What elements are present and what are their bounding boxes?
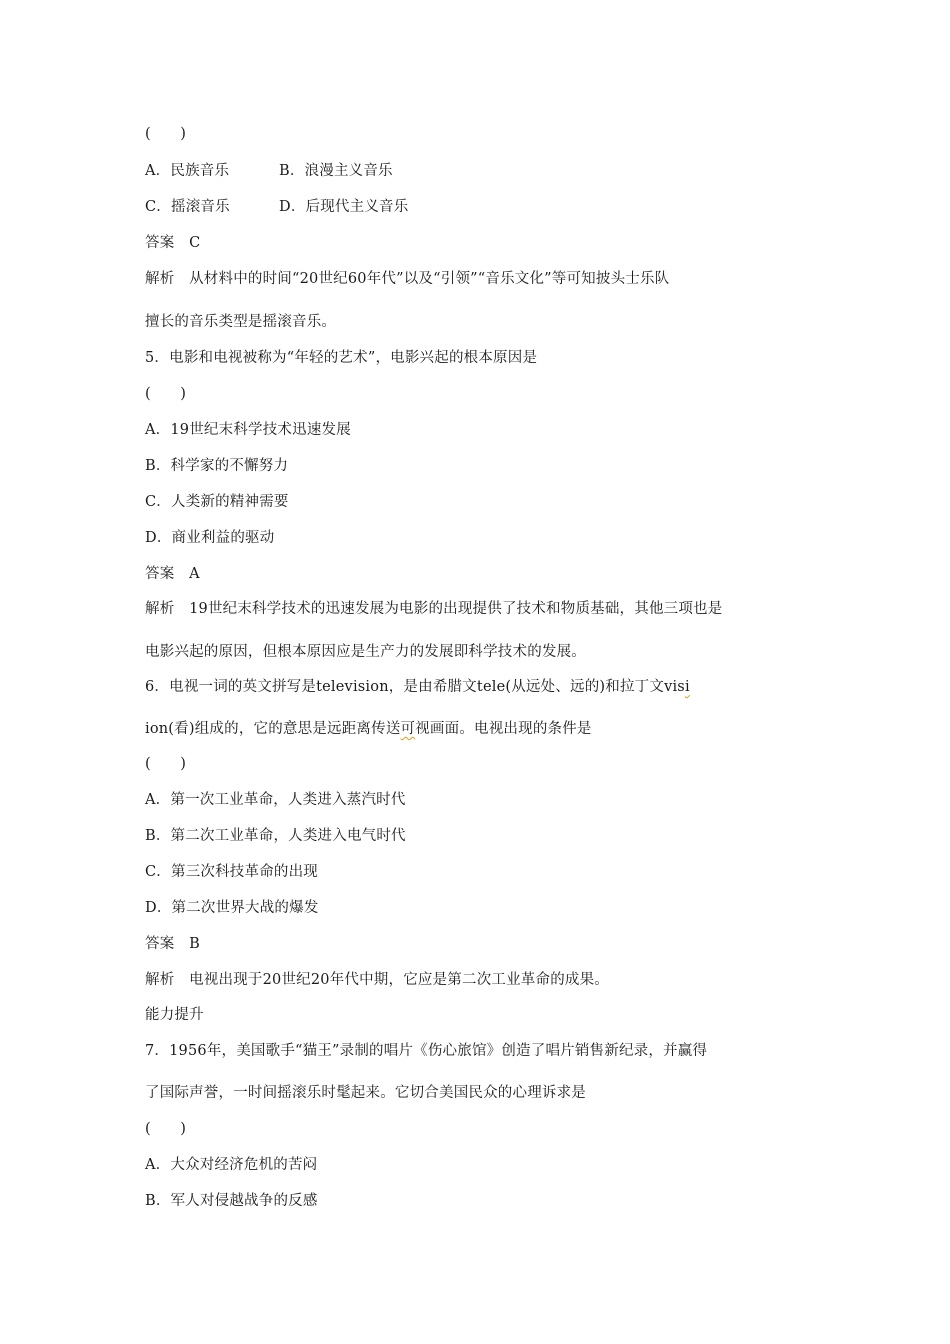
option-b: B．军人对侵越战争的反感 bbox=[145, 1193, 318, 1209]
question-stem bbox=[145, 719, 592, 739]
option-a: A．大众对经济危机的苦闷 bbox=[145, 1157, 318, 1173]
marked-char: i bbox=[684, 679, 690, 695]
option-b: B．科学家的不懈努力 bbox=[145, 458, 289, 474]
analysis-text: 解析 19世纪末科学技术的迅速发展为电影的出现提供了技术和物质基础，其他三项也是 bbox=[145, 601, 723, 617]
option-a: A．19世纪末科学技术迅速发展 bbox=[145, 422, 351, 438]
question-stem bbox=[145, 677, 690, 697]
answer-paren: ( ) bbox=[145, 1121, 187, 1137]
question-stem: 了国际声誉，一时间摇滚乐时髦起来。它切合美国民众的心理诉求是 bbox=[145, 1085, 586, 1101]
marked-char: 可 bbox=[400, 721, 416, 737]
question-stem: 7．1956年，美国歌手“猫王”录制的唱片《伤心旅馆》创造了唱片销售新纪录，并赢得 bbox=[145, 1043, 708, 1059]
option-c: C．摇滚音乐 bbox=[145, 199, 230, 215]
option-b: B．浪漫主义音乐 bbox=[279, 163, 393, 179]
question-stem: 5．电影和电视被称为“年轻的艺术”，电影兴起的根本原因是 bbox=[145, 350, 538, 366]
option-c: C．人类新的精神需要 bbox=[145, 494, 289, 510]
option-b: B．第二次工业革命，人类进入电气时代 bbox=[145, 828, 406, 844]
option-a: A．第一次工业革命，人类进入蒸汽时代 bbox=[145, 792, 406, 808]
option-row bbox=[145, 197, 409, 217]
answer-paren: ( ) bbox=[145, 126, 187, 142]
stem-text: 视画面。电视出现的条件是 bbox=[415, 721, 592, 737]
answer-line: 答案 A bbox=[145, 566, 200, 582]
analysis-text: 解析 从材料中的时间“20世纪60年代”以及“引领”“音乐文化”等可知披头士乐队 bbox=[145, 271, 670, 287]
answer-line: 答案 B bbox=[145, 936, 200, 952]
option-d: D．后现代主义音乐 bbox=[279, 199, 409, 215]
option-d: D．商业利益的驱动 bbox=[145, 530, 275, 546]
answer-line: 答案 C bbox=[145, 235, 201, 251]
section-heading: 能力提升 bbox=[145, 1007, 204, 1023]
analysis-text: 电影兴起的原因，但根本原因应是生产力的发展即科学技术的发展。 bbox=[145, 644, 586, 660]
option-a: A．民族音乐 bbox=[145, 163, 230, 179]
option-row bbox=[145, 161, 393, 181]
stem-text: ion(看)组成的，它的意思是远距离传送 bbox=[145, 721, 401, 737]
analysis-text: 解析 电视出现于20世纪20年代中期，它应是第二次工业革命的成果。 bbox=[145, 972, 609, 988]
answer-paren: ( ) bbox=[145, 386, 187, 402]
option-c: C．第三次科技革命的出现 bbox=[145, 864, 318, 880]
stem-text: 6．电视一词的英文拼写是television，是由希腊文tele(从远处、远的)和拉丁文vis bbox=[145, 679, 685, 695]
answer-paren: ( ) bbox=[145, 756, 187, 772]
analysis-text: 擅长的音乐类型是摇滚音乐。 bbox=[145, 314, 337, 330]
option-d: D．第二次世界大战的爆发 bbox=[145, 900, 319, 916]
